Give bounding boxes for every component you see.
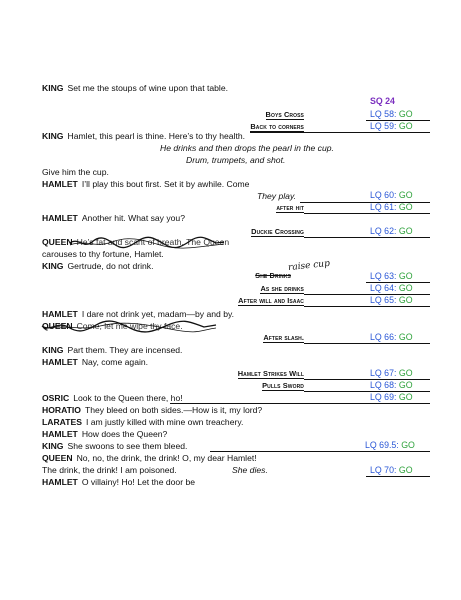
dialogue: Another hit. What say you? bbox=[81, 213, 185, 223]
cue-label: Boys Cross bbox=[265, 110, 304, 119]
cue-rule bbox=[366, 120, 430, 121]
handwritten-note: raise cup bbox=[287, 258, 331, 274]
cue-label: Pulls Sword bbox=[262, 381, 304, 390]
script-line: carouses to thy fortune, Hamlet. bbox=[42, 249, 164, 259]
light-cue: LQ 69: GO bbox=[370, 392, 413, 402]
script-line bbox=[42, 393, 183, 404]
speaker: OSRIC bbox=[42, 393, 70, 403]
dialogue: O villainy! Ho! Let the door be bbox=[81, 477, 196, 487]
dialogue: Hamlet, this pearl is thine. Here’s to thy health. bbox=[67, 131, 246, 141]
stage-direction: Drum, trumpets, and shot. bbox=[186, 155, 286, 165]
light-cue: LQ 62: GO bbox=[370, 226, 413, 236]
speaker: QUEEN bbox=[42, 237, 73, 247]
speaker: KING bbox=[42, 261, 64, 271]
light-cue: LQ 59: GO bbox=[370, 121, 413, 131]
cue-label: after hit bbox=[276, 203, 304, 212]
cue-label: After will and Isaac bbox=[238, 296, 304, 305]
cue-rule bbox=[304, 213, 430, 214]
cue-rule bbox=[304, 237, 430, 238]
script-line bbox=[42, 237, 229, 248]
dialogue: How does the Queen? bbox=[81, 429, 168, 439]
cue-rule bbox=[250, 132, 430, 133]
speaker: KING bbox=[42, 131, 64, 141]
cue-label: As she drinks bbox=[260, 284, 304, 293]
cue-rule bbox=[210, 451, 430, 452]
cue-rule bbox=[304, 306, 430, 307]
script-line bbox=[42, 83, 228, 94]
light-cue: LQ 60: GO bbox=[370, 190, 413, 200]
speaker: HAMLET bbox=[42, 357, 78, 367]
dialogue: Set me the stoups of wine upon that table. bbox=[67, 83, 229, 93]
script-line bbox=[42, 453, 257, 464]
speaker: KING bbox=[42, 441, 64, 451]
script-line bbox=[42, 179, 249, 190]
dialogue: He’s fat and scant of breath. The Queen bbox=[76, 237, 230, 247]
script-line bbox=[42, 213, 185, 224]
stage-direction: She dies. bbox=[232, 465, 268, 475]
speaker: HORATIO bbox=[42, 405, 81, 415]
light-cue: LQ 58: GO bbox=[370, 109, 413, 119]
script-line bbox=[42, 417, 243, 428]
dialogue: Look to the Queen there, ho! bbox=[73, 393, 183, 403]
light-cue: LQ 70: GO bbox=[370, 465, 413, 475]
cue-rule bbox=[304, 343, 430, 344]
script-line bbox=[42, 261, 153, 272]
light-cue: LQ 64: GO bbox=[370, 283, 413, 293]
light-cue: LQ 68: GO bbox=[370, 380, 413, 390]
dialogue: I dare not drink yet, madam—by and by. bbox=[81, 309, 235, 319]
speaker: HAMLET bbox=[42, 477, 78, 487]
dialogue: Part them. They are incensed. bbox=[67, 345, 183, 355]
stage-direction: He drinks and then drops the pearl in the cup. bbox=[160, 143, 334, 153]
script-line bbox=[42, 405, 262, 416]
cue-rule bbox=[366, 282, 430, 283]
cue-rule bbox=[304, 294, 430, 295]
speaker: HAMLET bbox=[42, 429, 78, 439]
dialogue: No, no, the drink, the drink! O, my dear Hamlet! bbox=[76, 453, 257, 463]
light-cue: LQ 65: GO bbox=[370, 295, 413, 305]
cue-rule bbox=[300, 202, 430, 203]
speaker: QUEEN bbox=[42, 453, 73, 463]
script-line bbox=[42, 477, 195, 488]
script-line bbox=[42, 309, 234, 320]
dialogue: She swoons to see them bleed. bbox=[67, 441, 188, 451]
dialogue: Come, let me wipe thy face. bbox=[76, 321, 183, 331]
light-cue: LQ 66: GO bbox=[370, 332, 413, 342]
cue-label-struck: She Drinks bbox=[255, 271, 291, 280]
dialogue: Gertrude, do not drink. bbox=[67, 261, 154, 271]
stage-direction: They play. bbox=[257, 191, 297, 201]
speaker: LARATES bbox=[42, 417, 82, 427]
script-line bbox=[42, 441, 187, 452]
dialogue: I’ll play this bout first. Set it by awhile. Come bbox=[81, 179, 250, 189]
cue-label: Hamlet Strikes Will bbox=[237, 369, 304, 378]
script-line bbox=[42, 357, 148, 368]
dialogue: Nay, come again. bbox=[81, 357, 149, 367]
dialogue: I am justly killed with mine own treachery. bbox=[85, 417, 244, 427]
light-cue: LQ 61: GO bbox=[370, 202, 413, 212]
cue-label: Back to corners bbox=[250, 122, 304, 131]
cue-label: Duckie Crossing bbox=[251, 227, 304, 236]
cue-label: After slash. bbox=[263, 333, 304, 342]
speaker: HAMLET bbox=[42, 213, 78, 223]
script-line: The drink, the drink! I am poisoned. bbox=[42, 465, 177, 475]
script-line bbox=[42, 321, 183, 332]
light-cue: LQ 67: GO bbox=[370, 368, 413, 378]
speaker: KING bbox=[42, 83, 64, 93]
script-line bbox=[42, 429, 167, 440]
cue-rule bbox=[366, 476, 430, 477]
light-cue: LQ 63: GO bbox=[370, 271, 413, 281]
sound-cue-label: SQ 24 bbox=[370, 96, 395, 106]
script-line: Give him the cup. bbox=[42, 167, 109, 177]
dialogue: They bleed on both sides.—How is it, my lord? bbox=[85, 405, 263, 415]
speaker: HAMLET bbox=[42, 309, 78, 319]
light-cue: LQ 69.5: GO bbox=[365, 440, 415, 450]
script-line bbox=[42, 345, 182, 356]
cue-rule bbox=[170, 403, 430, 404]
script-line bbox=[42, 131, 245, 142]
speaker: QUEEN bbox=[42, 321, 73, 331]
speaker: KING bbox=[42, 345, 64, 355]
cue-rule bbox=[304, 391, 430, 392]
cue-rule bbox=[304, 379, 430, 380]
speaker: HAMLET bbox=[42, 179, 78, 189]
